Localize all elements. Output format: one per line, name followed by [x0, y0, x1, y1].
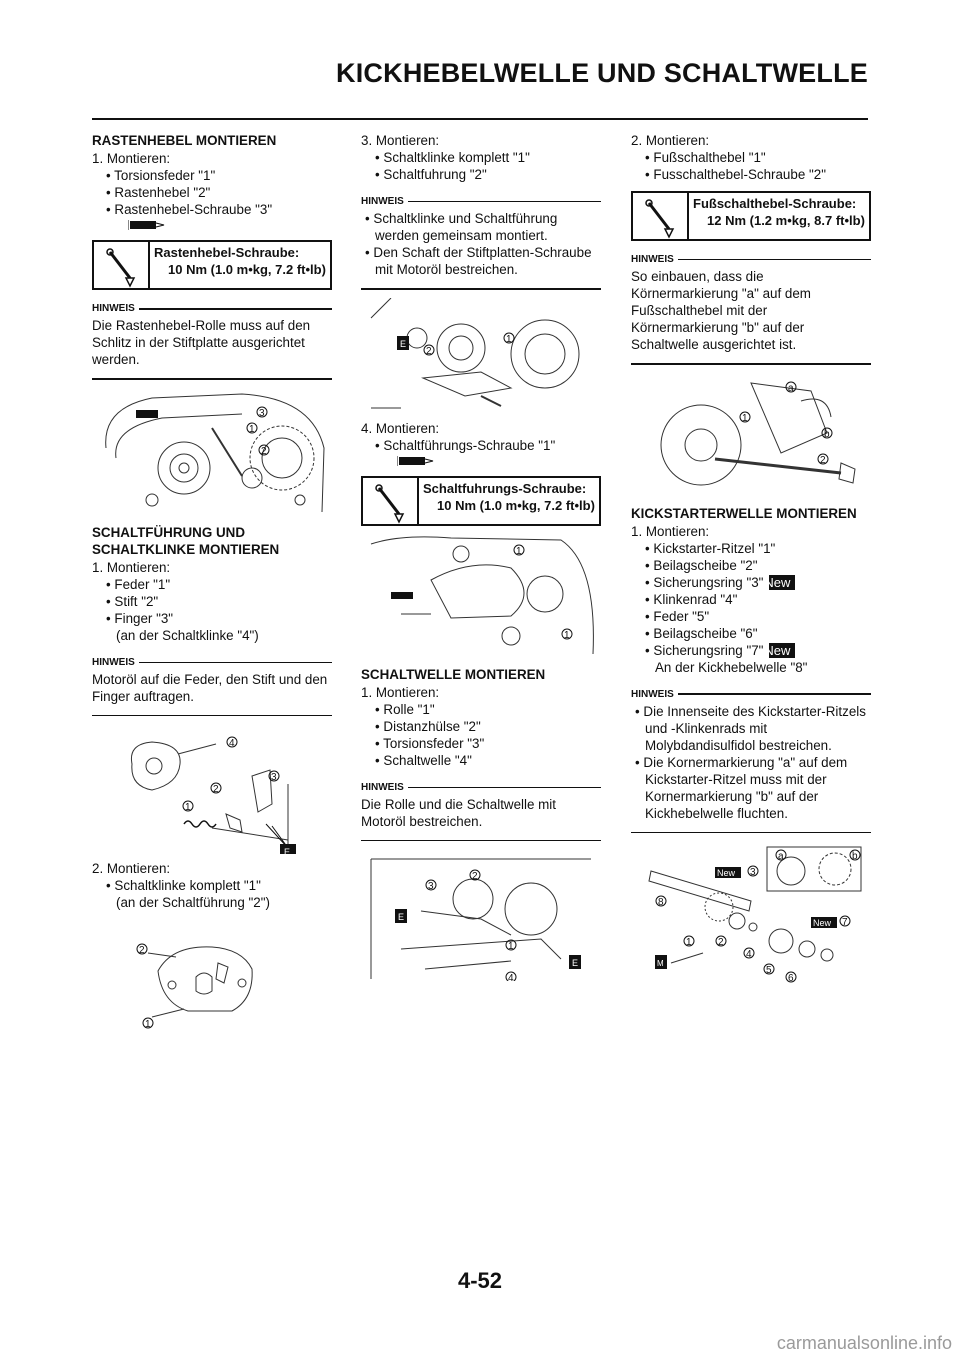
torque-wrench-icon	[373, 484, 407, 524]
list-item: • Klinkenrad "4"	[631, 591, 871, 608]
figure-shift-pedal	[631, 373, 871, 499]
divider	[361, 840, 601, 842]
svg-text:1: 1	[564, 629, 570, 641]
torque-wrench-icon	[104, 248, 138, 288]
spec-label: Rastenhebel-Schraube:	[154, 245, 300, 261]
svg-text:b: b	[852, 851, 858, 862]
svg-text:2: 2	[139, 945, 145, 957]
sub-text: An der Kickhebelwelle "8"	[655, 659, 808, 675]
hinweis-heading: HINWEIS	[361, 779, 601, 796]
svg-text:1: 1	[506, 333, 512, 345]
svg-text:E: E	[398, 912, 405, 923]
list-item: • Sicherungsring "7"New	[631, 642, 871, 659]
list-item: • Schaltfuhrung "2"	[361, 166, 601, 183]
torque-wrench-icon	[643, 199, 677, 239]
locking-agent-icon	[397, 454, 437, 472]
list-item: • Kickstarter-Ritzel "1"	[631, 540, 871, 557]
hinweis-text: Die Rastenhebel-Rolle muss auf den Schlitz in der Stiftplatte ausgerichtet werden.	[92, 318, 311, 368]
step: 1. Montieren:	[631, 523, 710, 539]
spec-label: Schaltfuhrungs-Schraube:	[423, 480, 587, 496]
list-item: • Schaltführungs-Schraube "1"	[361, 437, 601, 454]
column-3	[631, 132, 871, 997]
column-2	[361, 132, 601, 987]
torque-spec-box	[361, 476, 601, 526]
svg-text:3: 3	[259, 407, 265, 419]
list-item: • Torsionsfeder "3"	[361, 735, 601, 752]
hinweis-text: So einbauen, dass die Körnermarkierung "a" auf dem Fußschalthebel mit der Körnermarkierung "b" auf der Schaltwelle ausgerichtet ist.	[631, 269, 811, 352]
list-item: • Sicherungsring "3"New	[631, 574, 871, 591]
hinweis-heading: HINWEIS	[92, 654, 332, 671]
hinweis-heading: HINWEIS	[631, 686, 871, 703]
svg-text:1: 1	[185, 802, 191, 814]
spec-value: 10 Nm (1.0 m•kg, 7.2 ft•lb)	[437, 497, 595, 513]
footer-watermark: carmanualsonline.info	[776, 1333, 952, 1353]
list-item: • Rastenhebel "2"	[92, 184, 332, 201]
spec-label: Fußschalthebel-Schraube:	[693, 196, 857, 211]
new-badge: New	[769, 643, 795, 658]
svg-text:1: 1	[686, 937, 692, 948]
hinweis-text: • Die Kornermarkierung "a" auf dem Kickstarter-Ritzel muss mit der Kornermarkierung "b" auf der Kickhebelwelle fluchten.	[631, 754, 871, 822]
torque-spec-box	[631, 191, 871, 241]
list-item: • Rolle "1"	[361, 701, 601, 718]
new-label: New	[717, 868, 736, 878]
svg-text:E: E	[284, 847, 291, 855]
hinweis-heading: HINWEIS	[361, 193, 601, 210]
svg-text:a: a	[788, 382, 794, 394]
svg-text:4: 4	[229, 738, 235, 750]
list-item: • Torsionsfeder "1"	[92, 167, 332, 184]
step: 4. Montieren:	[361, 420, 440, 436]
svg-text:3: 3	[428, 881, 434, 893]
torque-spec-box	[92, 240, 332, 290]
list-item: • Distanzhülse "2"	[361, 718, 601, 735]
hinweis-text: • Schaltklinke und Schaltführung werden gemeinsam montiert.	[361, 210, 601, 244]
new-label: New	[813, 918, 832, 928]
list-item: • Rastenhebel-Schraube "3"	[92, 201, 332, 218]
spec-value: 12 Nm (1.2 m•kg, 8.7 ft•lb)	[707, 213, 865, 228]
svg-text:7: 7	[842, 917, 848, 928]
svg-text:2: 2	[213, 784, 219, 796]
svg-text:1: 1	[516, 545, 522, 557]
list-item: • Feder "5"	[631, 608, 871, 625]
figure-shift-guide-bolt	[361, 534, 601, 660]
step: 1. Montieren:	[92, 559, 171, 575]
list-item: • Finger "3"	[92, 610, 332, 627]
step: 2. Montieren:	[92, 861, 171, 877]
list-item: • Fußschalthebel "1"	[631, 149, 871, 166]
svg-text:5: 5	[766, 965, 772, 976]
step: 2. Montieren:	[631, 133, 710, 148]
svg-text:1: 1	[742, 412, 748, 424]
svg-text:8: 8	[658, 897, 664, 908]
svg-text:2: 2	[820, 454, 826, 466]
hinweis-heading: HINWEIS	[631, 251, 871, 268]
figure-shift-shaft	[361, 849, 601, 981]
hinweis-text: Motoröl auf die Feder, den Stift und den Finger auftragen.	[92, 671, 328, 704]
hinweis-text: • Die Innenseite des Kickstarter-Ritzels und -Klinkenrads mit Molybdandisulfidol bestreichen.	[631, 703, 871, 754]
svg-text:3: 3	[750, 867, 756, 878]
section-title-rastenhebel: RASTENHEBEL MONTIEREN	[92, 133, 277, 148]
svg-text:2: 2	[472, 871, 478, 883]
section-title-schaltwelle: SCHALTWELLE MONTIEREN	[361, 666, 546, 682]
list-item: • Schaltklinke komplett "1"	[361, 149, 601, 166]
list-item: • Feder "1"	[92, 576, 332, 593]
figure-detent-lever	[92, 388, 332, 518]
svg-text:E: E	[572, 958, 579, 969]
new-badge: New	[769, 575, 795, 590]
svg-text:1: 1	[145, 1019, 151, 1031]
step: 3. Montieren:	[361, 133, 440, 148]
sub-text: (an der Schaltklinke "4")	[116, 627, 259, 643]
figure-shift-assembly	[361, 298, 601, 414]
hinweis-text: • Den Schaft der Stiftplatten-Schraube mit Motoröl bestreichen.	[361, 244, 601, 278]
svg-text:2: 2	[261, 445, 267, 457]
svg-text:3: 3	[271, 772, 277, 784]
svg-text:2: 2	[718, 937, 724, 948]
locking-agent-icon	[128, 218, 168, 236]
svg-text:M: M	[657, 959, 664, 968]
svg-text:4: 4	[746, 949, 752, 960]
divider	[631, 832, 871, 834]
page-number: 4-52	[457, 1268, 503, 1293]
hinweis-heading: HINWEIS	[92, 300, 332, 317]
column-1	[92, 132, 332, 1045]
divider	[361, 288, 601, 290]
figure-shift-pawl	[92, 724, 332, 854]
figure-kickstarter-shaft	[631, 841, 871, 991]
page-title: KICKHEBELWELLE UND SCHALTWELLE	[336, 58, 868, 88]
list-item: • Schaltwelle "4"	[361, 752, 601, 769]
list-item: • Fusschalthebel-Schraube "2"	[631, 166, 871, 183]
svg-text:b: b	[824, 428, 830, 440]
section-title-schaltfuehrung: SCHALTFÜHRUNG UND SCHALTKLINKE MONTIEREN	[92, 524, 280, 557]
list-item: • Stift "2"	[92, 593, 332, 610]
divider	[92, 715, 332, 717]
header-rule	[92, 118, 868, 120]
svg-text:1: 1	[249, 423, 255, 435]
list-item: • Schaltklinke komplett "1"	[92, 877, 332, 894]
svg-text:2: 2	[426, 345, 432, 357]
sub-text: (an der Schaltführung "2")	[116, 895, 270, 911]
step: 1. Montieren:	[92, 151, 171, 166]
spec-value: 10 Nm (1.0 m•kg, 7.2 ft•lb)	[168, 262, 326, 278]
svg-text:E: E	[400, 338, 407, 349]
divider	[92, 378, 332, 380]
divider	[631, 363, 871, 365]
figure-shift-guide	[92, 919, 332, 1039]
step: 1. Montieren:	[361, 684, 440, 700]
list-item: • Beilagscheibe "6"	[631, 625, 871, 642]
list-item: • Beilagscheibe "2"	[631, 557, 871, 574]
hinweis-text: Die Rolle und die Schaltwelle mit Motoröl bestreichen.	[361, 796, 557, 829]
svg-text:6: 6	[788, 973, 794, 984]
svg-text:4: 4	[508, 973, 514, 982]
svg-text:a: a	[778, 851, 784, 862]
svg-text:1: 1	[508, 941, 514, 953]
section-title-kickstarterwelle: KICKSTARTERWELLE MONTIEREN	[631, 505, 857, 521]
